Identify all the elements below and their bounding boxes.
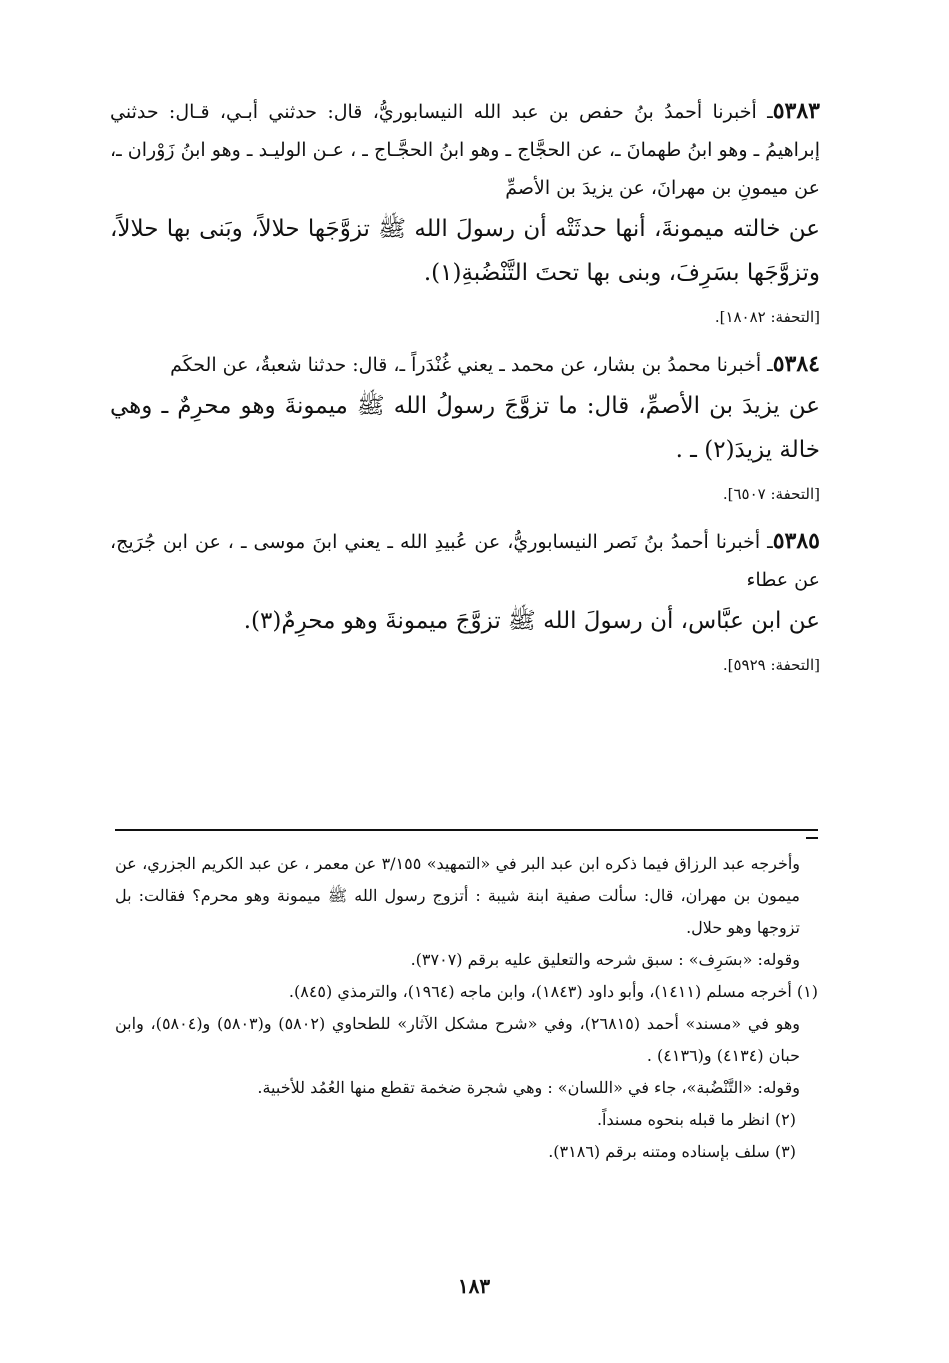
matn: عن يزيدَ بن الأصمِّ، قال: ما تزوَّجَ رسولُ الله ﷺ ميمونةَ وهو محرِمٌ ـ وهي خالة يزيدَ(٢) ـ . bbox=[110, 393, 820, 463]
isnad-text: ـ أخبرنا محمدُ بن بشار، عن محمد ـ يعني غُنْدَراً ـ، قال: حدثنا شعبةُ، عن الحكَم bbox=[170, 354, 773, 376]
isnad bbox=[110, 92, 820, 207]
tuhfa-reference: [التحفة: ٦٥٠٧]. bbox=[722, 485, 820, 503]
hadith-5384 bbox=[110, 345, 820, 506]
footnote-2: (٢) انظر ما قبله بنحوه مسنداً. bbox=[596, 1110, 796, 1129]
hadith-5385 bbox=[110, 522, 820, 677]
footnote-intro: وأخرجه عبد الرزاق فيما ذكره ابن عبد البر في «التمهيد» ٣/١٥٥ عن معمر ، عن عبد الكريم الجزري، عن ميمون بن مهران، قال: سألت صفية ابنة شيبة : أتزوج رسول الله ﷺ ميمونة وهو محرم؟ فقالت: بل تزوجها وهو حلال. bbox=[115, 854, 801, 937]
footnotes bbox=[115, 848, 818, 1168]
footnote-3: (٣) سلف بإسناده ومتنه برقم (٣١٨٦). bbox=[548, 1142, 796, 1161]
footnote-1-continued: وهو في «مسند» أحمد (٢٦٨١٥)، وفي «شرح مشكل الآثار» للطحاوي (٥٨٠٢) و(٥٨٠٣) و(٥٨٠٤)، وابن حبان (٤١٣٤) و(٤١٣٦) . bbox=[115, 1014, 801, 1065]
isnad bbox=[110, 522, 820, 599]
main-text bbox=[110, 92, 820, 693]
footnote-tandub: وقوله: «التَّنْضُبة»، جاء في «اللسان» : وهي شجرة ضخمة تقطع منها العُمُد للأخبية. bbox=[257, 1078, 800, 1097]
matn: عن خالته ميمونةَ، أنها حدثَتْه أن رسولَ الله ﷺ تزوَّجَها حلالاً، وبَنى بها حلالاً، وتزوَّجَها بسَرِفَ، وبنى بها تحتَ التَّنْضُبةِ(١). bbox=[110, 216, 820, 286]
isnad-text: ـ أخبرنا أحمدُ بنُ نَصر النيسابوريُّ، عن عُبيدِ الله ـ يعني ابنَ موسى ـ ، عن ابن جُرَيج، عن عطاء bbox=[110, 531, 820, 591]
tuhfa-reference: [التحفة: ٥٩٢٩]. bbox=[722, 656, 820, 674]
isnad bbox=[110, 345, 820, 384]
hadith-number: ٥٣٨٣ bbox=[772, 98, 820, 124]
page-number: ١٨٣ bbox=[457, 1274, 491, 1298]
matn: عن ابن عبَّاس، أن رسولَ الله ﷺ تزوَّجَ ميمونةَ وهو محرِمٌ(٣). bbox=[243, 608, 820, 634]
hadith-number: ٥٣٨٥ bbox=[772, 528, 820, 554]
hadith-number: ٥٣٨٤ bbox=[772, 351, 820, 377]
hadith-5383 bbox=[110, 92, 820, 329]
footnote-divider bbox=[115, 829, 818, 831]
tuhfa-reference: [التحفة: ١٨٠٨٢]. bbox=[714, 308, 820, 326]
footnote-sarif: وقوله: «بسَرِف» : سبق شرحه والتعليق عليه برقم (٣٧٠٧). bbox=[410, 950, 800, 969]
footnote-1: (١) أخرجه مسلم (١٤١١)، وأبو داود (١٨٤٣)، وابن ماجه (١٩٦٤)، والترمذي (٨٤٥). bbox=[288, 982, 818, 1001]
isnad-text: ـ أخبرنا أحمدُ بنُ حفص بن عبد الله النيسابوريُّ، قال: حدثني أبـي، قـال: حدثني إبراهيمُ ـ وهو ابنُ طهمانَ ـ، عن الحجَّاج ـ وهو ابنُ الحجَّـاج ـ ، عـن الوليـد ـ وهو ابنُ زَوْران ـ، عن ميمونِ بن مهرانَ، عن يزيدَ بن الأصمِّ bbox=[110, 101, 820, 199]
footnote-divider-tick bbox=[806, 837, 818, 839]
